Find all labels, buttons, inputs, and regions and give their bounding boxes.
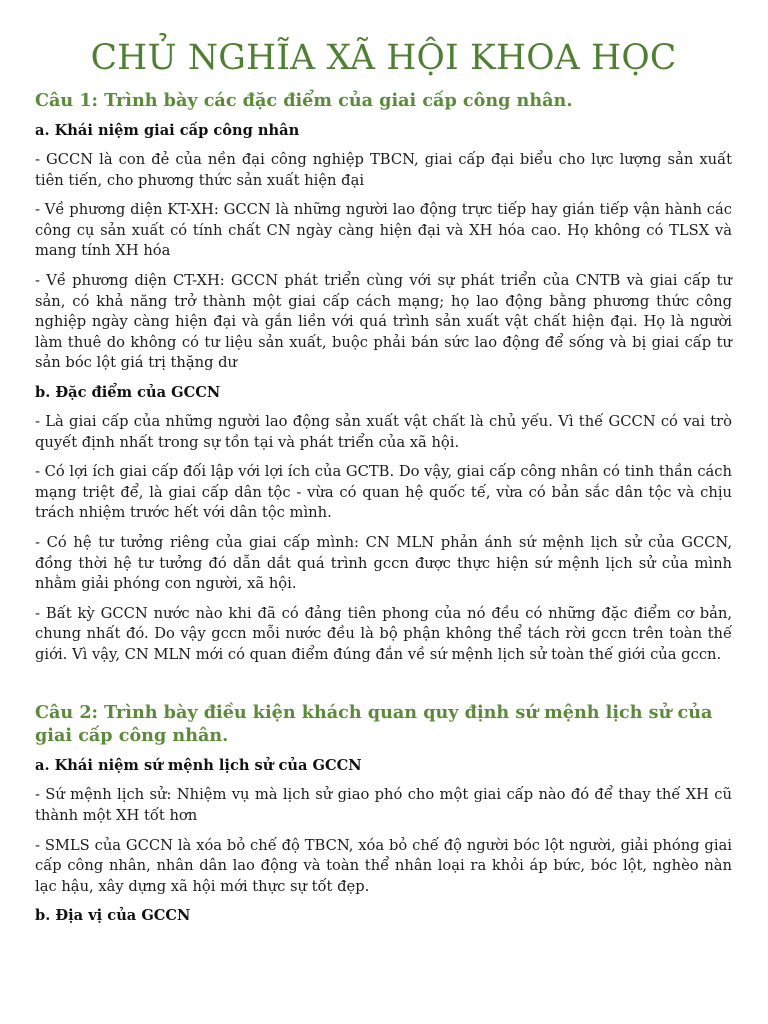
paragraph: - Bất kỳ GCCN nước nào khi đã có đảng tiên phong của nó đều có những đặc điểm cơ bản, chung nhất đó. Do vậy gccn mỗi nước đều là bộ phận không thể tách rời gccn trên toàn thế giới. Vì vậy, CN MLN mới có quan điểm đúng đắn về sứ mệnh lịch sử toàn thế giới của gccn. <box>35 604 732 663</box>
paragraph: - Sứ mệnh lịch sử: Nhiệm vụ mà lịch sử giao phó cho một giai cấp nào đó để thay thế XH cũ thành một XH tốt hơn <box>35 786 732 825</box>
document-title: CHỦ NGHĨA XÃ HỘI KHOA HỌC <box>90 38 677 78</box>
q2-section-b-heading: b. Địa vị của GCCN <box>35 907 191 925</box>
paragraph: - SMLS của GCCN là xóa bỏ chế độ TBCN, xóa bỏ chế độ người bóc lột người, giải phóng giai cấp công nhân, nhân dân lao động và toàn thể nhân loại ra khỏi áp bức, bóc lột, nghèo nàn lạc hậu, xây dựng xã hội mới thực sự tốt đẹp. <box>35 836 732 895</box>
paragraph: - Có hệ tư tưởng riêng của giai cấp mình: CN MLN phản ánh sứ mệnh lịch sử của GCCN, đồng thời hệ tư tưởng đó dẫn dắt quá trình gccn được thực hiện sứ mệnh lịch sử của mình nhằm giải phóng con người, xã hội. <box>35 533 732 593</box>
question-1 <box>35 89 732 665</box>
paragraph: - Có lợi ích giai cấp đối lập với lợi ích của GCTB. Do vậy, giai cấp công nhân có tinh thần cách mạng triệt để, là giai cấp dân tộc - vừa có quan hệ quốc tế, vừa có bản sắc dân tộc và chịu trách nhiệm trước hết với dân tộc mình. <box>35 463 732 522</box>
question-1-heading: Câu 1: Trình bày các đặc điểm của giai cấp công nhân. <box>35 90 573 111</box>
paragraph: - Về phương diện KT-XH: GCCN là những người lao động trực tiếp hay gián tiếp vận hành các công cụ sản xuất có tính chất CN ngày càng hiện đại và XH hóa cao. Họ không có TLSX và mang tính XH hóa <box>35 201 732 260</box>
q2-section-a-heading: a. Khái niệm sứ mệnh lịch sử của GCCN <box>35 757 362 775</box>
q1-section-a-heading: a. Khái niệm giai cấp công nhân <box>35 122 300 139</box>
paragraph: - Là giai cấp của những người lao động sản xuất vật chất là chủ yếu. Vì thế GCCN có vai trò quyết định nhất trong sự tồn tại và phát triển của xã hội. <box>35 412 732 451</box>
question-2-heading: Câu 2: Trình bày điều kiện khách quan quy định sứ mệnh lịch sử của giai cấp công nhân. <box>35 702 713 747</box>
q1-section-b-heading: b. Đặc điểm của GCCN <box>35 383 221 401</box>
paragraph: - GCCN là con đẻ của nền đại công nghiệp TBCN, giai cấp đại biểu cho lực lượng sản xuất tiên tiến, cho phương thức sản xuất hiện đại <box>35 151 732 189</box>
question-2 <box>35 701 732 926</box>
paragraph: - Về phương diện CT-XH: GCCN phát triển cùng với sự phát triển của CNTB và giai cấp tư sản, có khả năng trở thành một giai cấp cách mạng; họ lao động bằng phương thức công nghiệp ngày càng hiện đại và gắn liền với quá trình sản xuất vật chất hiện đại. Họ là người làm thuê do không có tư liệu sản xuất, buộc phải bán sức lao động để sống và bị giai cấp tư sản bóc lột giá trị thặng dư <box>35 271 732 372</box>
